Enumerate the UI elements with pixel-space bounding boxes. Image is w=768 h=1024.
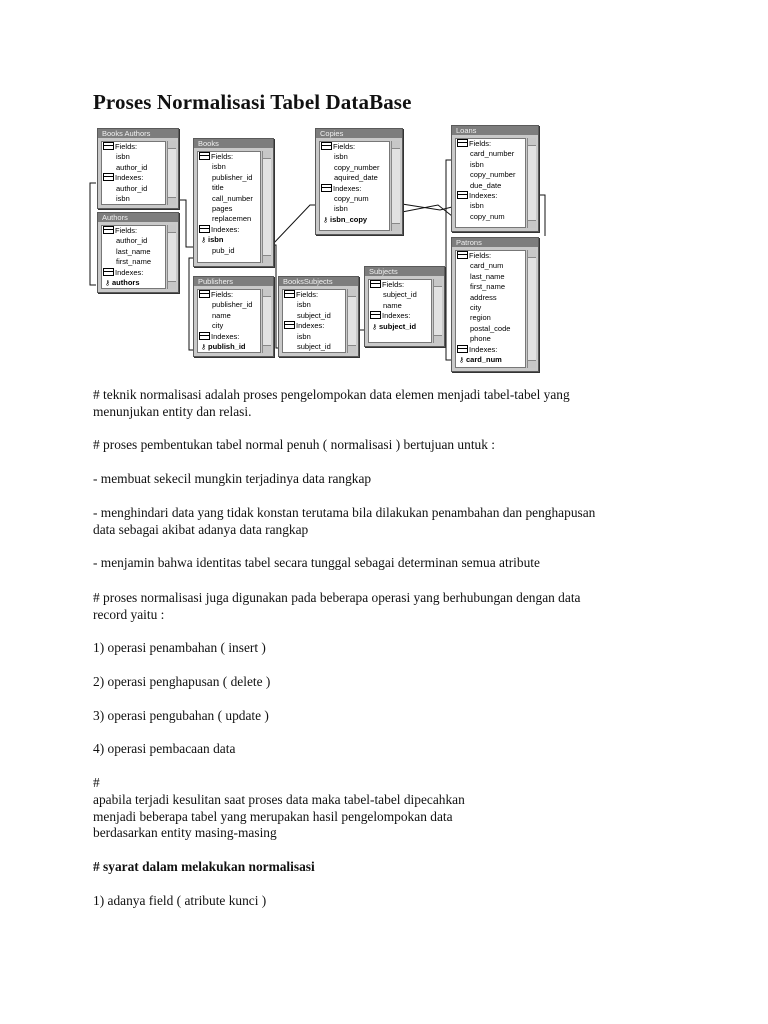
row-text: copy_num: [334, 193, 369, 203]
section-label[interactable]: [456, 139, 525, 149]
table-books-subjects[interactable]: [278, 276, 359, 357]
table-icon: [370, 280, 381, 288]
table-loans[interactable]: [451, 125, 539, 232]
field-name[interactable]: [456, 272, 525, 282]
row-text: authors: [112, 277, 140, 287]
table-icon: [103, 142, 114, 150]
row-text: isbn: [334, 152, 348, 162]
index-icon: [284, 321, 295, 329]
requirement-item-1: 1) adanya field ( atribute kunci ): [93, 893, 267, 908]
field-name[interactable]: [456, 201, 525, 211]
section-label[interactable]: [369, 280, 431, 290]
field-name[interactable]: [102, 194, 165, 204]
row-text: region: [470, 313, 491, 323]
field-name[interactable]: [369, 290, 431, 300]
field-name[interactable]: [102, 236, 165, 246]
section-label[interactable]: [456, 251, 525, 261]
section-label[interactable]: [102, 142, 165, 152]
field-name[interactable]: [456, 160, 525, 170]
purpose-item-1: - membuat sekecil mungkin terjadinya data rangkap: [93, 471, 372, 486]
row-text: address: [470, 292, 497, 302]
row-text: publisher_id: [212, 300, 253, 310]
table-icon: [284, 290, 295, 298]
field-name[interactable]: [456, 170, 525, 180]
row-text: first_name: [470, 282, 506, 292]
index-icon: [457, 345, 468, 353]
field-name[interactable]: [102, 247, 165, 257]
paragraph-definition: # teknik normalisasi adalah proses pengelompokan data elemen menjadi tabel-tabel yang menunjukan entity dan relasi.: [93, 387, 570, 419]
section-label[interactable]: [198, 225, 260, 235]
row-text: Fields:: [115, 142, 138, 151]
scrollbar[interactable]: [262, 289, 271, 353]
key-icon: ⚷: [201, 237, 207, 245]
field-name[interactable]: [198, 246, 260, 256]
row-text: author_id: [116, 162, 148, 172]
row-text: isbn: [116, 193, 130, 203]
row-text: due_date: [470, 180, 502, 190]
section-label[interactable]: [456, 191, 525, 201]
row-text: subject_id: [297, 310, 331, 320]
row-text: name: [383, 300, 402, 310]
row-text: publish_id: [208, 341, 246, 351]
row-text: title: [212, 183, 224, 193]
field-name[interactable]: [456, 324, 525, 334]
table-icon: [457, 139, 468, 147]
row-text: Fields:: [333, 142, 356, 151]
row-text: copy_num: [470, 211, 505, 221]
row-text: replacemen: [212, 214, 252, 224]
field-name[interactable]: [456, 282, 525, 292]
table-patrons[interactable]: [451, 237, 539, 372]
key-icon: ⚷: [459, 356, 465, 364]
primary-key-index[interactable]: [198, 342, 260, 352]
table-copies[interactable]: [315, 128, 403, 235]
section-label[interactable]: [283, 321, 345, 331]
row-text: card_num: [470, 261, 504, 271]
field-name[interactable]: [456, 313, 525, 323]
field-name[interactable]: [102, 184, 165, 194]
row-text: Indexes:: [211, 331, 240, 341]
field-name[interactable]: [369, 301, 431, 311]
table-icon: [321, 142, 332, 150]
field-name[interactable]: [283, 332, 345, 342]
table-title[interactable]: Publishers: [194, 277, 273, 286]
primary-key-index[interactable]: [320, 215, 389, 225]
purpose-item-2: - menghindari data yang tidak konstan terutama bila dilakukan penambahan dan penghapusan data sebagai akibat adanya data rangkap: [93, 505, 596, 537]
row-text: isbn: [297, 300, 311, 310]
section-label[interactable]: [320, 184, 389, 194]
row-text: copy_number: [470, 170, 516, 180]
operation-item-4: 4) operasi pembacaan data: [93, 741, 236, 756]
key-icon: ⚷: [323, 216, 329, 224]
row-text: aquired_date: [334, 173, 378, 183]
field-name[interactable]: [320, 204, 389, 214]
field-name[interactable]: [198, 300, 260, 310]
row-text: isbn: [334, 204, 348, 214]
field-name[interactable]: [102, 163, 165, 173]
row-text: isbn: [297, 331, 311, 341]
section-label[interactable]: [102, 173, 165, 183]
row-text: first_name: [116, 257, 152, 267]
table-title[interactable]: BooksSubjects: [279, 277, 358, 286]
row-text: Fields:: [115, 226, 138, 235]
table-title[interactable]: Authors: [98, 213, 178, 222]
operation-item-2: 2) operasi penghapusan ( delete ): [93, 674, 271, 689]
primary-key-index[interactable]: [102, 278, 165, 288]
row-text: Indexes:: [333, 183, 362, 193]
field-name[interactable]: [456, 334, 525, 344]
section-label[interactable]: [198, 332, 260, 342]
table-title[interactable]: Loans: [452, 126, 538, 135]
field-name[interactable]: [198, 204, 260, 214]
row-text: publisher_id: [212, 172, 253, 182]
page-title: Proses Normalisasi Tabel DataBase: [93, 90, 412, 114]
row-text: author_id: [116, 236, 148, 246]
section-label[interactable]: [456, 345, 525, 355]
row-text: postal_code: [470, 323, 511, 333]
primary-key-index[interactable]: [198, 235, 260, 245]
row-text: Indexes:: [115, 267, 144, 277]
section-label[interactable]: [320, 142, 389, 152]
section-label[interactable]: [198, 290, 260, 300]
table-subjects[interactable]: [364, 266, 445, 347]
row-text: Indexes:: [469, 190, 498, 200]
row-text: Fields:: [469, 139, 492, 148]
field-name[interactable]: [320, 152, 389, 162]
field-name[interactable]: [320, 163, 389, 173]
row-text: subject_id: [379, 321, 417, 331]
field-name[interactable]: [456, 293, 525, 303]
table-publishers[interactable]: [193, 276, 274, 357]
row-text: Fields:: [296, 290, 319, 299]
index-icon: [370, 311, 381, 319]
key-icon: ⚷: [105, 279, 111, 287]
table-title[interactable]: Subjects: [365, 267, 444, 276]
section-label[interactable]: [369, 311, 431, 321]
row-text: Indexes:: [211, 224, 240, 234]
field-name[interactable]: [198, 311, 260, 321]
row-text: copy_number: [334, 162, 380, 172]
field-name[interactable]: [283, 311, 345, 321]
row-text: isbn: [470, 159, 484, 169]
field-name[interactable]: [198, 162, 260, 172]
index-icon: [103, 173, 114, 181]
index-icon: [103, 268, 114, 276]
field-name[interactable]: [198, 173, 260, 183]
row-text: last_name: [116, 246, 151, 256]
scrollbar[interactable]: [391, 141, 400, 231]
table-title[interactable]: Books: [194, 139, 273, 148]
row-text: isbn: [212, 162, 226, 172]
operation-item-1: 1) operasi penambahan ( insert ): [93, 640, 266, 655]
row-text: Indexes:: [296, 321, 325, 331]
section-label[interactable]: [102, 226, 165, 236]
row-text: pages: [212, 203, 233, 213]
primary-key-index[interactable]: [369, 322, 431, 332]
table-title[interactable]: Copies: [316, 129, 402, 138]
row-text: name: [212, 310, 231, 320]
table-books-authors[interactable]: [97, 128, 179, 209]
field-name[interactable]: [320, 173, 389, 183]
section-label[interactable]: [102, 268, 165, 278]
row-text: subject_id: [383, 290, 417, 300]
section-label[interactable]: [198, 152, 260, 162]
table-books[interactable]: [193, 138, 274, 267]
row-text: Fields:: [382, 280, 405, 289]
table-icon: [457, 251, 468, 259]
row-text: call_number: [212, 193, 253, 203]
field-name[interactable]: [198, 183, 260, 193]
section-heading-requirements: # syarat dalam melakukan normalisasi: [93, 859, 315, 874]
index-icon: [199, 332, 210, 340]
scrollbar[interactable]: [167, 141, 176, 205]
field-name[interactable]: [283, 300, 345, 310]
row-text: isbn: [116, 152, 130, 162]
row-text: Indexes:: [382, 311, 411, 321]
primary-key-index[interactable]: [456, 355, 525, 365]
row-text: Fields:: [211, 290, 234, 299]
key-icon: ⚷: [372, 323, 378, 331]
table-authors[interactable]: [97, 212, 179, 293]
index-icon: [321, 184, 332, 192]
row-text: Indexes:: [115, 173, 144, 183]
section-label[interactable]: [283, 290, 345, 300]
relationship-diagram: [0, 0, 768, 370]
field-name[interactable]: [456, 181, 525, 191]
scrollbar[interactable]: [262, 151, 271, 263]
field-name[interactable]: [102, 152, 165, 162]
field-name[interactable]: [456, 212, 525, 222]
table-title[interactable]: Patrons: [452, 238, 538, 247]
field-name[interactable]: [102, 257, 165, 267]
row-text: author_id: [116, 183, 148, 193]
scrollbar[interactable]: [433, 279, 442, 343]
key-icon: ⚷: [201, 343, 207, 351]
paragraph-operations: # proses normalisasi juga digunakan pada beberapa operasi yang berhubungan dengan data record yaitu :: [93, 590, 581, 622]
field-name[interactable]: [283, 342, 345, 352]
row-text: subject_id: [297, 341, 331, 351]
scrollbar[interactable]: [527, 138, 536, 228]
table-icon: [199, 152, 210, 160]
row-text: city: [470, 302, 482, 312]
row-text: isbn_copy: [330, 214, 368, 224]
field-name[interactable]: [198, 321, 260, 331]
field-name[interactable]: [320, 194, 389, 204]
row-text: city: [212, 321, 224, 331]
row-text: card_num: [466, 354, 502, 364]
table-icon: [199, 290, 210, 298]
operation-item-3: 3) operasi pengubahan ( update ): [93, 708, 269, 723]
scrollbar[interactable]: [347, 289, 356, 353]
row-text: Fields:: [211, 152, 234, 161]
field-name[interactable]: [456, 149, 525, 159]
row-text: pub_id: [212, 245, 235, 255]
row-text: card_number: [470, 149, 515, 159]
field-name[interactable]: [456, 303, 525, 313]
table-icon: [103, 226, 114, 234]
field-name[interactable]: [198, 214, 260, 224]
field-name[interactable]: [456, 261, 525, 271]
purpose-item-3: - menjamin bahwa identitas tabel secara tunggal sebagai determinan semua atribute: [93, 555, 540, 570]
row-text: isbn: [208, 235, 224, 245]
row-text: isbn: [470, 201, 484, 211]
scrollbar[interactable]: [527, 250, 536, 368]
index-icon: [199, 225, 210, 233]
paragraph-purpose: # proses pembentukan tabel normal penuh ( normalisasi ) bertujuan untuk :: [93, 437, 495, 452]
table-title[interactable]: Books Authors: [98, 129, 178, 138]
row-text: Fields:: [469, 251, 492, 260]
field-name[interactable]: [198, 194, 260, 204]
paragraph-difficulty: # apabila terjadi kesulitan saat proses data maka tabel-tabel dipecahkan menjadi beberapa tabel yang merupakan hasil pengelompokan data berdasarkan entity masing-masing: [93, 775, 465, 841]
row-text: last_name: [470, 271, 505, 281]
scrollbar[interactable]: [167, 225, 176, 289]
index-icon: [457, 191, 468, 199]
row-text: Indexes:: [469, 344, 498, 354]
row-text: phone: [470, 334, 491, 344]
